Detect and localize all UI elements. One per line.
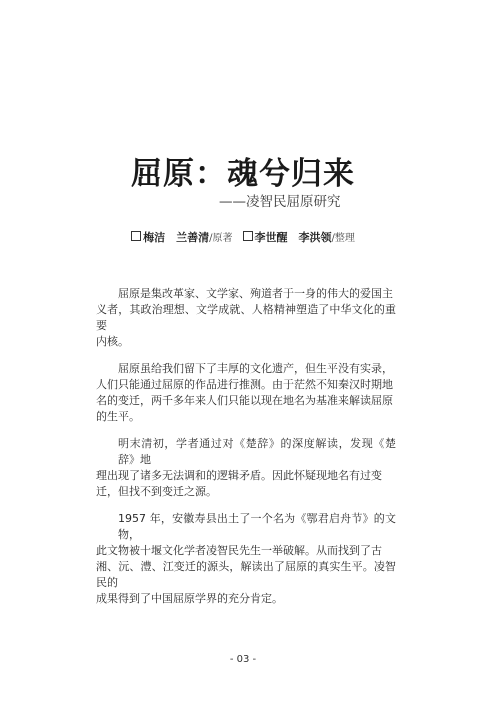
paragraph: [96, 511, 396, 607]
paragraph-line: 理出现了诸多无法调和的逻辑矛盾。因此怀疑现地名有过变: [96, 469, 382, 482]
author-role-original: /原著: [209, 233, 233, 244]
checkbox-square-icon: [243, 231, 253, 241]
paragraph-line: 明末清初，学者通过对《楚辞》的深度解读，发现《楚辞》地: [118, 437, 396, 466]
author-role-editor: /整理: [331, 233, 355, 244]
checkbox-square-icon: [131, 231, 141, 241]
paragraph-line: 屈原是集改革家、文学家、殉道者于一身的伟大的爱国主: [118, 287, 393, 300]
article-body: [96, 286, 396, 618]
paragraph-line: 迁，但找不到变迁之源。: [96, 485, 217, 498]
paragraph-line: 成果得到了中国屈原学界的充分肯定。: [96, 592, 283, 605]
author-credits: [0, 230, 486, 247]
paragraph-line: 人们只能通过屈原的作品进行推测。由于茫然不知秦汉时期地: [96, 378, 393, 391]
paragraph-line: 义者，其政治理想、文学成就、人格精神塑造了中华文化的重要: [96, 303, 396, 332]
paragraph: [96, 361, 396, 425]
article-subtitle: ——凌智民屈原研究: [219, 194, 341, 210]
paragraph-line: 此文物被十堰文化学者凌智民先生一举破解。从而找到了古: [96, 544, 382, 557]
paragraph-line: 内核。: [96, 335, 129, 348]
paragraph-line: 名的变迁，两千多年来人们只能以现在地名为基准来解读屈原: [96, 394, 393, 407]
article-title: 屈原：魂兮归来: [131, 156, 355, 192]
author-names-editor: 李世醒 李洪领: [254, 231, 332, 244]
paragraph-line: 的生平。: [96, 410, 140, 423]
page-number: - 03 -: [229, 654, 257, 665]
paragraph: [96, 436, 396, 500]
paragraph: [96, 286, 396, 350]
paragraph-line: 屈原虽给我们留下了丰厚的文化遗产，但生平没有实录，: [118, 362, 393, 375]
author-names-original: 梅洁 兰善清: [143, 231, 210, 244]
paragraph-line: 1957 年，安徽寿县出土了一个名为《鄂君启舟节》的文物，: [118, 512, 396, 541]
paragraph-line: 湘、沅、澧、江变迁的源头，解读出了屈原的真实生平。凌智民的: [96, 560, 396, 589]
